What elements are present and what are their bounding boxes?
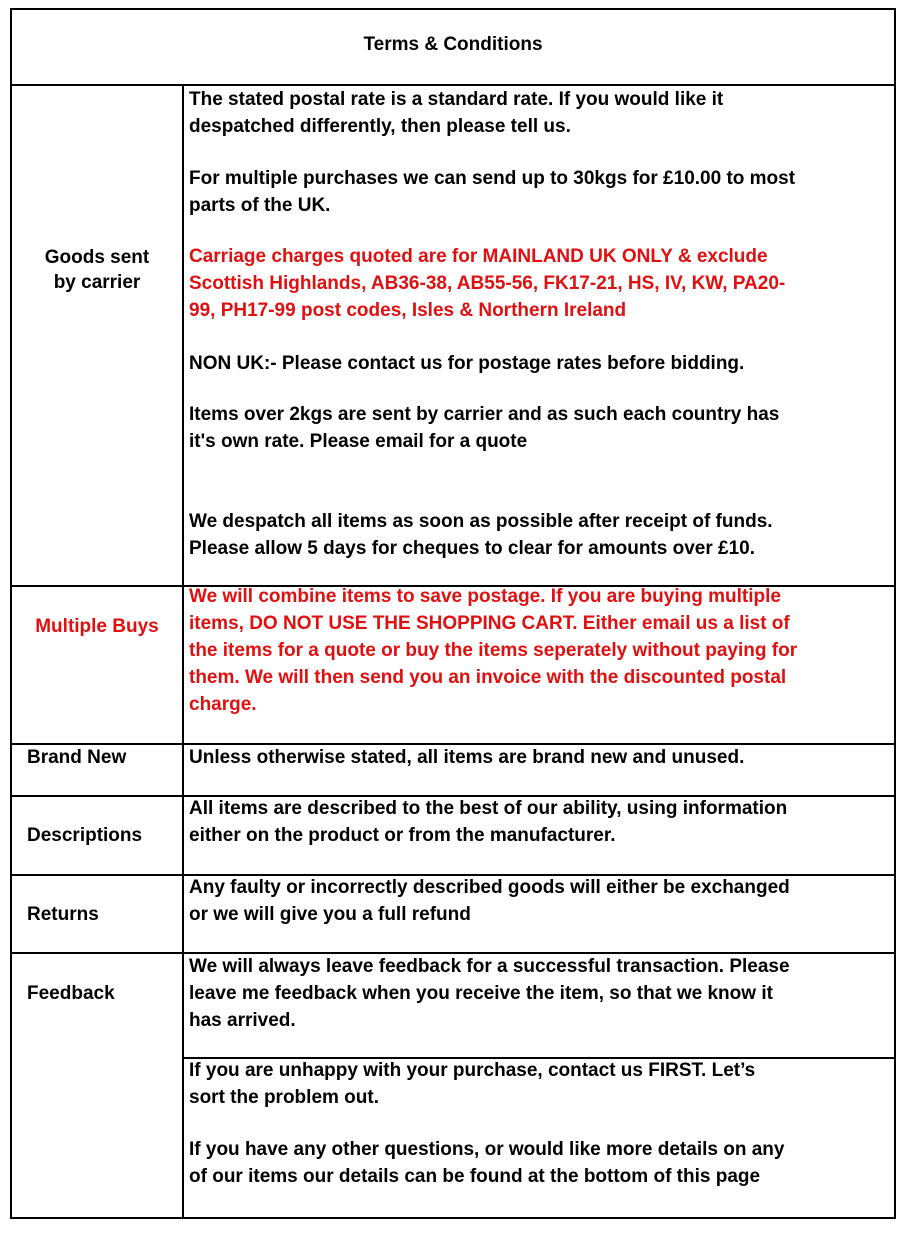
label-multiple-buys: Multiple Buys <box>35 616 159 637</box>
goods-paragraph-4: NON UK:- Please contact us for postage rates before bidding. <box>189 353 745 374</box>
goods-paragraph-1: The stated postal rate is a standard rate. If you would like it despatched differently, then please tell us. <box>189 89 724 137</box>
label-feedback: Feedback <box>27 983 115 1004</box>
feedback-paragraph-2: If you are unhappy with your purchase, contact us FIRST. Let’s sort the problem out. <box>189 1060 756 1108</box>
label-returns: Returns <box>27 904 99 925</box>
descriptions-text: All items are described to the best of our ability, using information either on the product or from the manufacturer. <box>189 798 788 846</box>
multiple-buys-text: We will combine items to save postage. If you are buying multiple items, DO NOT USE THE SHOPPING CART. Either email us a list of the items for a quote or buy the items seperately without paying for them. We will then send you an invoice with the discounted postal charge. <box>189 586 798 715</box>
label-descriptions: Descriptions <box>27 825 143 846</box>
page-title: Terms & Conditions <box>363 34 543 55</box>
feedback-paragraph-3: If you have any other questions, or would like more details on any of our items our details can be found at the bottom of this page <box>189 1139 785 1187</box>
label-brand-new: Brand New <box>27 747 127 768</box>
brand-new-text: Unless otherwise stated, all items are brand new and unused. <box>189 747 745 768</box>
column-divider <box>182 84 184 1219</box>
goods-paragraph-3: Carriage charges quoted are for MAINLAND UK ONLY & exclude Scottish Highlands, AB36-38, AB55-56, FK17-21, HS, IV, KW, PA20- 99, PH17-99 post codes, Isles & Northern Ireland <box>189 246 786 321</box>
goods-paragraph-2: For multiple purchases we can send up to 30kgs for £10.00 to most parts of the UK. <box>189 168 796 216</box>
label-goods-sent: Goods sent by carrier <box>44 247 150 293</box>
goods-paragraph-6: We despatch all items as soon as possible after receipt of funds. Please allow 5 days for cheques to clear for amounts over £10. <box>189 511 773 559</box>
goods-paragraph-5: Items over 2kgs are sent by carrier and as such each country has it's own rate. Please email for a quote <box>189 404 780 452</box>
returns-text: Any faulty or incorrectly described goods will either be exchanged or we will give you a full refund <box>189 877 790 925</box>
feedback-paragraph-1: We will always leave feedback for a successful transaction. Please leave me feedback when you receive the item, so that we know it has arrived. <box>189 956 790 1031</box>
